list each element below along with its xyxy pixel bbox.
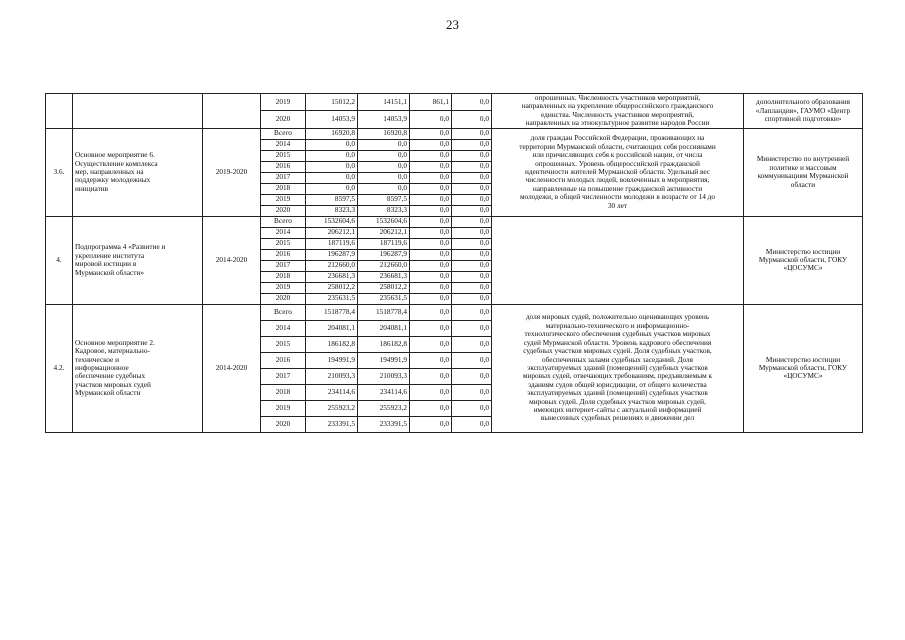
table-row (46, 128, 863, 139)
item-number: 3.6. (46, 128, 73, 216)
total-value: 258012,2 (306, 282, 358, 293)
year-cell: 2019 (261, 94, 306, 111)
year-cell: Всего (261, 304, 306, 320)
other-value: 0,0 (452, 384, 492, 400)
other-value: 0,0 (452, 111, 492, 128)
year-cell: Всего (261, 216, 306, 227)
other-value: 0,0 (452, 352, 492, 368)
other-value: 0,0 (452, 282, 492, 293)
federal-value: 0,0 (410, 227, 452, 238)
year-cell: 2020 (261, 293, 306, 304)
regional-value: 0,0 (358, 150, 410, 161)
regional-value: 236681,3 (358, 271, 410, 282)
regional-value: 187119,6 (358, 238, 410, 249)
year-cell: 2020 (261, 416, 306, 432)
regional-value: 206212,1 (358, 227, 410, 238)
page-number: 23 (446, 17, 459, 32)
other-value: 0,0 (452, 205, 492, 216)
year-cell: 2017 (261, 368, 306, 384)
indicators-cell: опрошенных. Численность участников мероприятий, направленных на укрепление общероссийского гражданского единства. Численность участников мероприятий, направленных на этнокультурное развитие народов России (492, 94, 744, 129)
federal-value: 0,0 (410, 416, 452, 432)
total-value: 14053,9 (306, 111, 358, 128)
other-value: 0,0 (452, 400, 492, 416)
year-cell: 2014 (261, 227, 306, 238)
year-cell: 2015 (261, 238, 306, 249)
other-value: 0,0 (452, 227, 492, 238)
federal-value: 0,0 (410, 320, 452, 336)
indicators-cell (492, 216, 744, 304)
federal-value: 0,0 (410, 172, 452, 183)
other-value: 0,0 (452, 150, 492, 161)
year-cell: 2019 (261, 282, 306, 293)
federal-value: 0,0 (410, 139, 452, 150)
year-cell: 2014 (261, 320, 306, 336)
table-row (46, 304, 863, 320)
federal-value: 0,0 (410, 216, 452, 227)
other-value: 0,0 (452, 194, 492, 205)
year-cell: 2017 (261, 172, 306, 183)
total-value: 187119,6 (306, 238, 358, 249)
total-value: 233391,5 (306, 416, 358, 432)
regional-value: 196287,9 (358, 249, 410, 260)
executors-cell: Министерство юстиции Мурманской области, ГОКУ «ЦОСУМС» (744, 304, 863, 432)
year-cell: 2020 (261, 111, 306, 128)
year-cell: 2017 (261, 260, 306, 271)
year-cell: 2014 (261, 139, 306, 150)
other-value: 0,0 (452, 336, 492, 352)
program-table (45, 93, 863, 433)
other-value: 0,0 (452, 304, 492, 320)
regional-value: 16920,8 (358, 128, 410, 139)
other-value: 0,0 (452, 183, 492, 194)
federal-value: 0,0 (410, 293, 452, 304)
other-value: 0,0 (452, 249, 492, 260)
item-period: 2014-2020 (203, 216, 261, 304)
regional-value: 8323,3 (358, 205, 410, 216)
year-cell: 2019 (261, 194, 306, 205)
total-value: 8323,3 (306, 205, 358, 216)
regional-value: 235631,5 (358, 293, 410, 304)
regional-value: 234114,6 (358, 384, 410, 400)
regional-value: 258012,2 (358, 282, 410, 293)
item-period: 2019-2020 (203, 128, 261, 216)
federal-value: 0,0 (410, 161, 452, 172)
federal-value: 0,0 (410, 352, 452, 368)
other-value: 0,0 (452, 216, 492, 227)
executors-cell: дополнительного образования «Лапландия», ГАУМО «Центр спортивной подготовки» (744, 94, 863, 129)
total-value: 186182,8 (306, 336, 358, 352)
year-cell: 2018 (261, 271, 306, 282)
other-value: 0,0 (452, 172, 492, 183)
other-value: 0,0 (452, 271, 492, 282)
federal-value: 0,0 (410, 183, 452, 194)
total-value: 0,0 (306, 172, 358, 183)
indicators-cell: доля граждан Российской Федерации, проживающих на территории Мурманской области, считающих себя россиянами или причисляющих себя к российской нации, от числа опрошенных. Уровень общероссийской гражданской идентичности жителей Мурманской области. Удельный вес численности молодых людей, вовлеченных в мероприятия, направленные на повышение гражданской активности молодежи, в общей численности молодежи в возрасте от 14 до 30 лет (492, 128, 744, 216)
item-period: 2014-2020 (203, 304, 261, 432)
total-value: 0,0 (306, 183, 358, 194)
federal-value: 0,0 (410, 194, 452, 205)
federal-value: 0,0 (410, 150, 452, 161)
total-value: 15012,2 (306, 94, 358, 111)
total-value: 194991,9 (306, 352, 358, 368)
other-value: 0,0 (452, 416, 492, 432)
regional-value: 8597,5 (358, 194, 410, 205)
year-cell: 2018 (261, 384, 306, 400)
item-name: Основное мероприятие 6. Осуществление комплекса мер, направленных на поддержку молодежных инициатив (73, 128, 203, 216)
federal-value: 0,0 (410, 384, 452, 400)
total-value: 255923,2 (306, 400, 358, 416)
total-value: 210093,3 (306, 368, 358, 384)
regional-value: 233391,5 (358, 416, 410, 432)
other-value: 0,0 (452, 293, 492, 304)
federal-value: 0,0 (410, 128, 452, 139)
regional-value: 0,0 (358, 172, 410, 183)
table-row (46, 94, 863, 111)
year-cell: 2015 (261, 150, 306, 161)
regional-value: 1518778,4 (358, 304, 410, 320)
year-cell: Всего (261, 128, 306, 139)
other-value: 0,0 (452, 320, 492, 336)
federal-value: 0,0 (410, 111, 452, 128)
total-value: 16920,8 (306, 128, 358, 139)
regional-value: 1532604,6 (358, 216, 410, 227)
regional-value: 14151,1 (358, 94, 410, 111)
item-name: Основное мероприятие 2. Кадровое, материально- техническое и информационное обеспечение судебных участков мировых судей Мурманской области (73, 304, 203, 432)
federal-value: 0,0 (410, 400, 452, 416)
other-value: 0,0 (452, 139, 492, 150)
federal-value: 861,1 (410, 94, 452, 111)
federal-value: 0,0 (410, 238, 452, 249)
total-value: 206212,1 (306, 227, 358, 238)
total-value: 1532604,6 (306, 216, 358, 227)
item-period (203, 94, 261, 129)
year-cell: 2019 (261, 400, 306, 416)
total-value: 1518778,4 (306, 304, 358, 320)
other-value: 0,0 (452, 161, 492, 172)
regional-value: 212660,0 (358, 260, 410, 271)
regional-value: 0,0 (358, 183, 410, 194)
total-value: 204081,1 (306, 320, 358, 336)
federal-value: 0,0 (410, 271, 452, 282)
total-value: 0,0 (306, 161, 358, 172)
federal-value: 0,0 (410, 249, 452, 260)
year-cell: 2020 (261, 205, 306, 216)
total-value: 0,0 (306, 150, 358, 161)
total-value: 212660,0 (306, 260, 358, 271)
year-cell: 2016 (261, 352, 306, 368)
federal-value: 0,0 (410, 368, 452, 384)
federal-value: 0,0 (410, 205, 452, 216)
regional-value: 0,0 (358, 161, 410, 172)
item-name (73, 94, 203, 129)
regional-value: 194991,9 (358, 352, 410, 368)
total-value: 235631,5 (306, 293, 358, 304)
item-number: 4. (46, 216, 73, 304)
other-value: 0,0 (452, 260, 492, 271)
federal-value: 0,0 (410, 304, 452, 320)
total-value: 234114,6 (306, 384, 358, 400)
year-cell: 2016 (261, 161, 306, 172)
regional-value: 14053,9 (358, 111, 410, 128)
executors-cell: Министерство юстиции Мурманской области, ГОКУ «ЦОСУМС» (744, 216, 863, 304)
total-value: 196287,9 (306, 249, 358, 260)
year-cell: 2016 (261, 249, 306, 260)
regional-value: 204081,1 (358, 320, 410, 336)
regional-value: 255923,2 (358, 400, 410, 416)
regional-value: 0,0 (358, 139, 410, 150)
year-cell: 2015 (261, 336, 306, 352)
federal-value: 0,0 (410, 260, 452, 271)
other-value: 0,0 (452, 94, 492, 111)
total-value: 8597,5 (306, 194, 358, 205)
total-value: 0,0 (306, 139, 358, 150)
item-number (46, 94, 73, 129)
other-value: 0,0 (452, 128, 492, 139)
regional-value: 210093,3 (358, 368, 410, 384)
other-value: 0,0 (452, 368, 492, 384)
item-name: Подпрограмма 4 «Развитие и укрепление института мировой юстиции в Мурманской области» (73, 216, 203, 304)
regional-value: 186182,8 (358, 336, 410, 352)
total-value: 236681,3 (306, 271, 358, 282)
table-row (46, 216, 863, 227)
item-number: 4.2. (46, 304, 73, 432)
indicators-cell: доля мировых судей, положительно оценивающих уровень материально-технического и информационно- технологического обеспечения судебных участков мировых судей Мурманской области. Уровень кадрового обеспечения судебных участков мировых судей. Доля судебных участков, обеспеченных залами судебных заседаний. Доля эксплуатируемых зданий (помещений) судебных участков мировых судей, отвечающих требованиям, предъявляемым к зданиям судов общей юрисдикции, от общего количества эксплуатируемых зданий (помещений) судебных участков мировых судей. Доля судебных участков мировых судей, имеющих интернет-сайты с актуальной информацией вынесенных судебных решениях и движении дел (492, 304, 744, 432)
other-value: 0,0 (452, 238, 492, 249)
federal-value: 0,0 (410, 282, 452, 293)
federal-value: 0,0 (410, 336, 452, 352)
year-cell: 2018 (261, 183, 306, 194)
executors-cell: Министерство по внутренней политике и массовым коммуникациям Мурманской области (744, 128, 863, 216)
